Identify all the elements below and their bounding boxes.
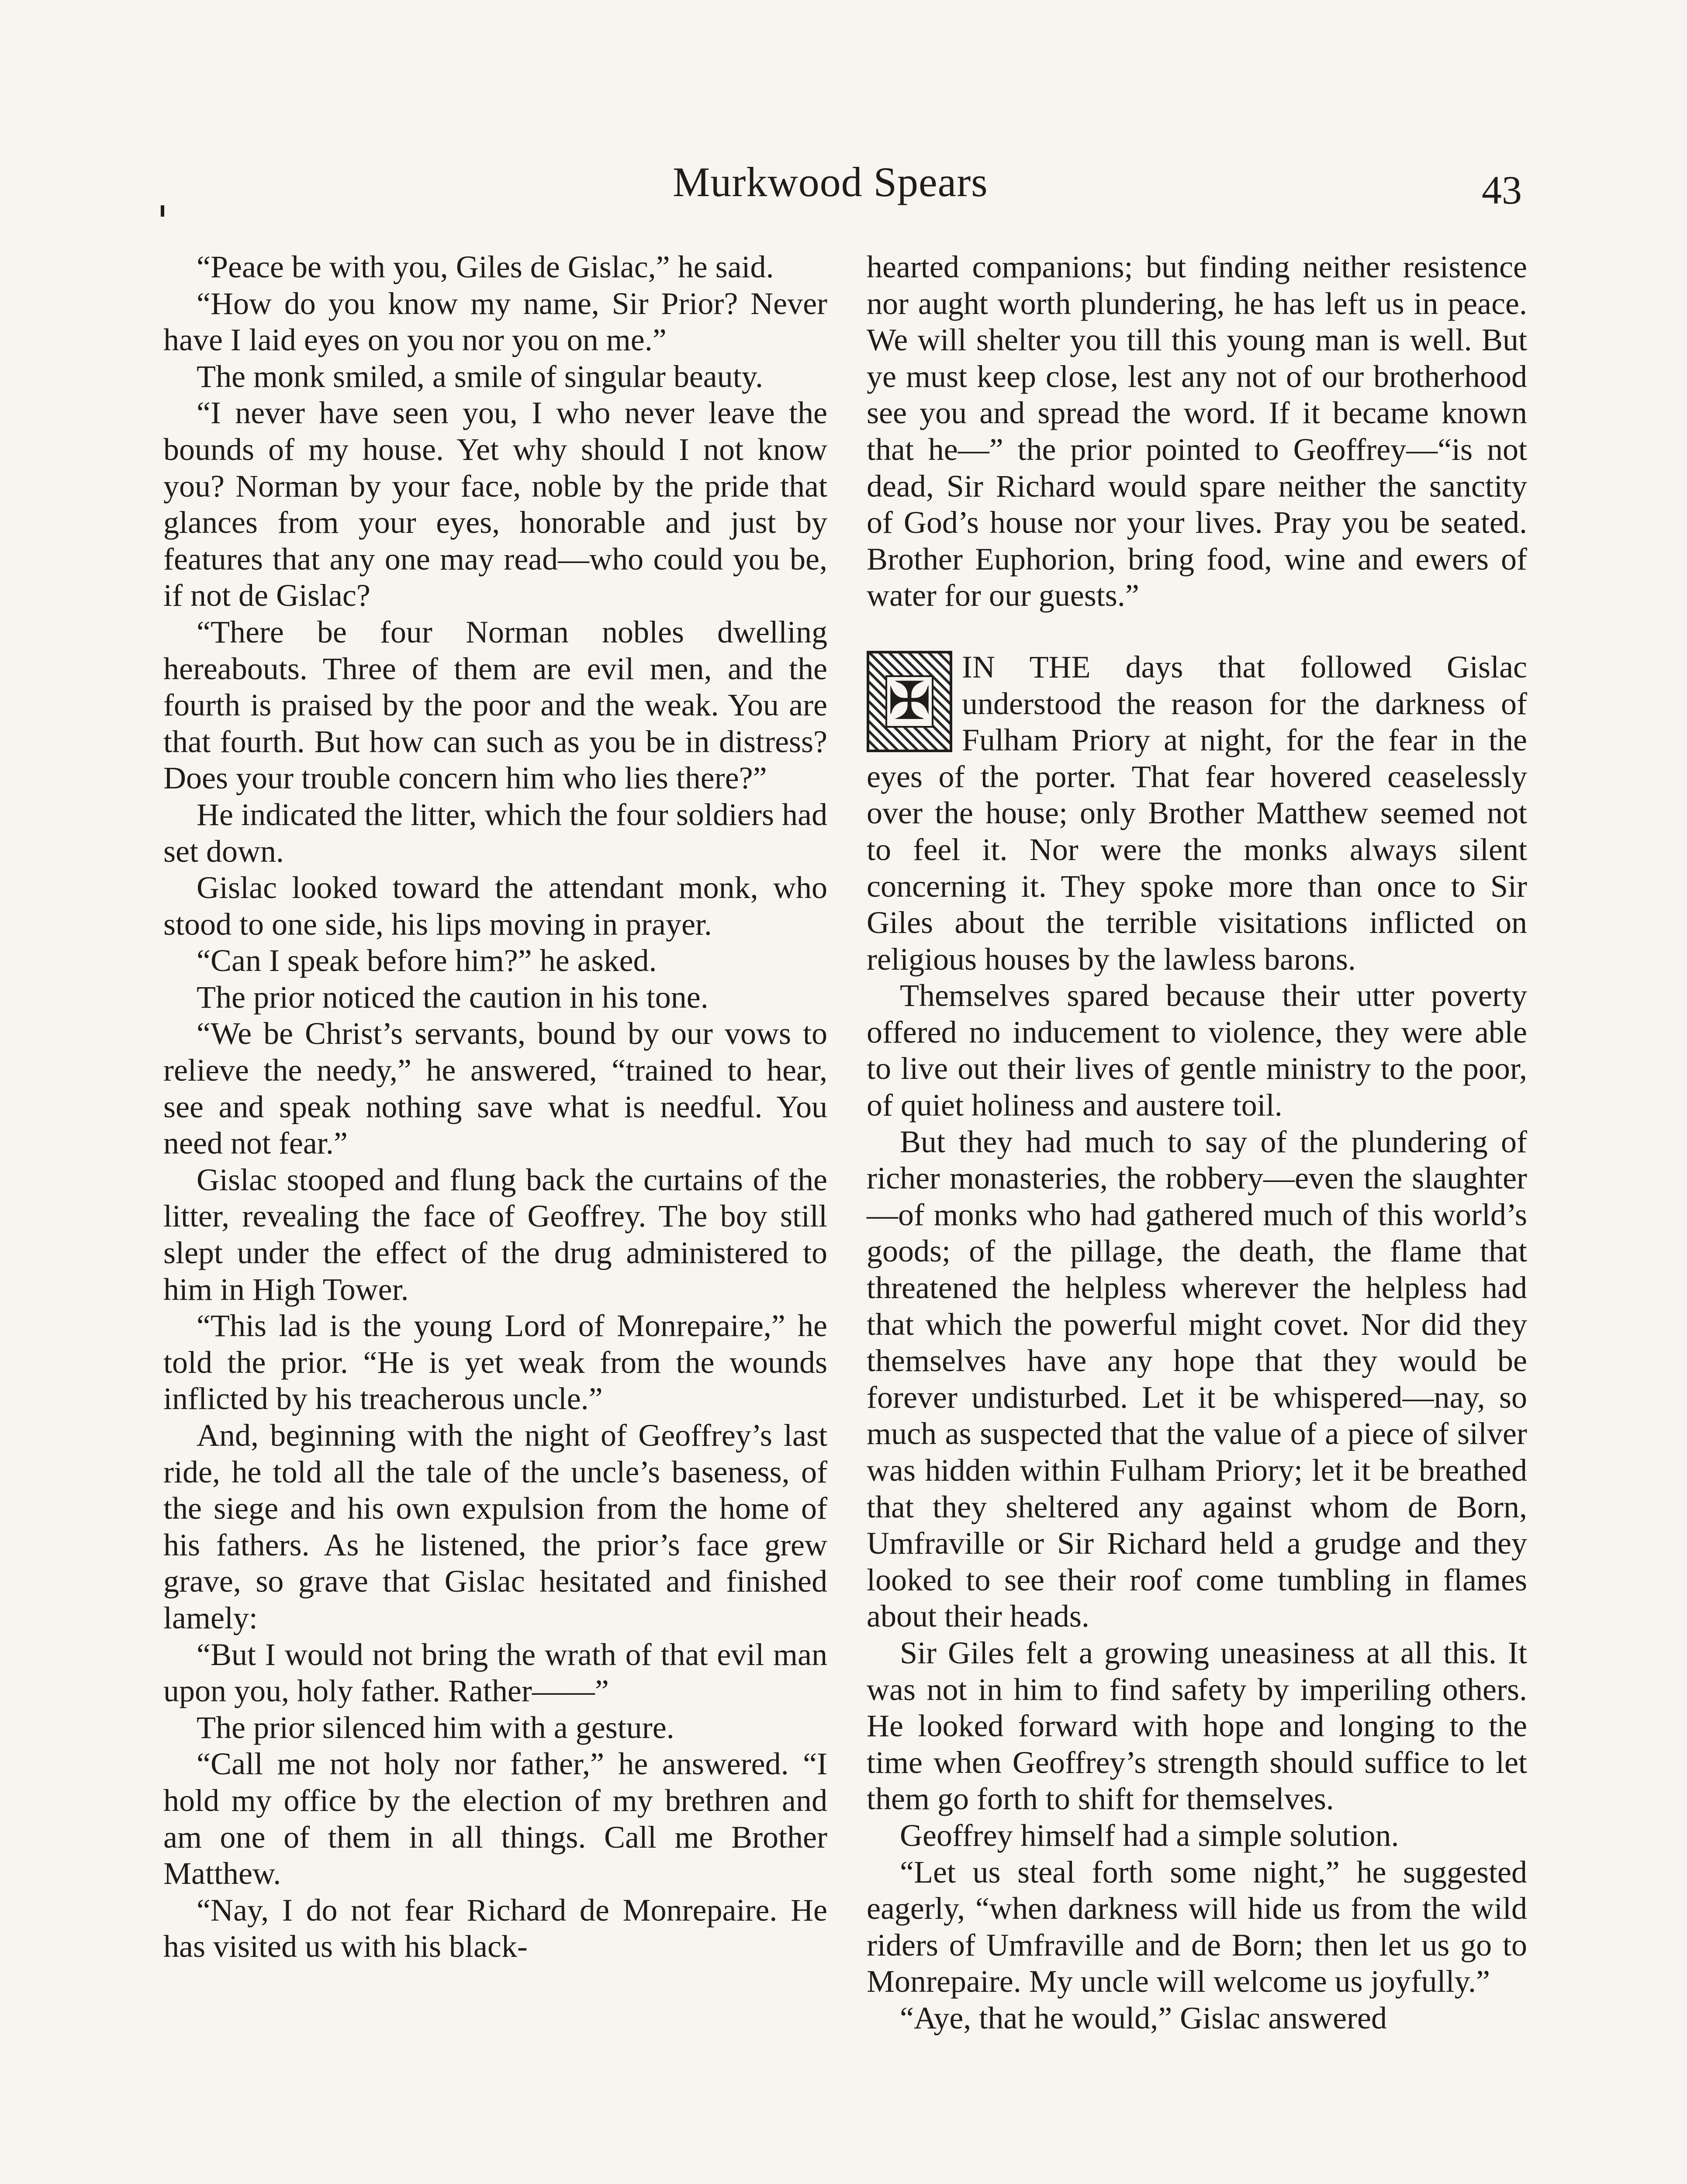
paragraph: “I never have seen you, I who never leave the bounds of my house. Yet why should I not know you? Norman by your face, noble by the pride that glances from your eyes, honorable and just by features that any one may read—who could you be, if not de Gislac? <box>163 395 827 613</box>
paragraph: The monk smiled, a smile of singular beauty. <box>197 359 764 394</box>
paragraph: “Nay, I do not fear Richard de Monrepaire. He has visited us with his black- <box>163 1892 827 1964</box>
paragraph: Gislac stooped and flung back the curtains of the litter, revealing the face of Geoffrey. The boy still slept under the effect of the drug administered to him in High Tower. <box>163 1162 827 1307</box>
paragraph: Geoffrey himself had a simple solution. <box>900 1818 1399 1853</box>
page-number: 43 <box>1482 168 1522 212</box>
paragraph: Gislac looked toward the attendant monk, who stood to one side, his lips moving in prayer. <box>163 870 827 942</box>
left-column <box>163 249 827 1965</box>
paragraph: “But I would not bring the wrath of that evil man upon you, holy father. Rather——” <box>163 1637 827 1709</box>
section-opening-text: IN THE days that followed Gislac understood the reason for the darkness of Fulham Priory at night, for the fear in the eyes of the porter. That fear hovered ceaselessly over the house; only Brother Matthew seemed not to feel it. Nor were the monks always silent concerning it. They spoke more than once to Sir Giles about the terrible visitations inflicted on religious houses by the lawless barons. <box>867 649 1527 977</box>
paragraph: The prior silenced him with a gesture. <box>197 1710 674 1745</box>
paragraph: Themselves spared because their utter poverty offered no inducement to violence, they were able to live out their lives of gentle ministry to the poor, of quiet holiness and austere toil. <box>867 978 1527 1123</box>
paragraph: “Peace be with you, Giles de Gislac,” he said. <box>197 249 774 284</box>
paragraph: The prior noticed the caution in his tone. <box>197 979 709 1015</box>
paragraph: “This lad is the young Lord of Monrepaire,” he told the prior. “He is yet weak from the wounds inflicted by his treacherous uncle.” <box>163 1308 827 1417</box>
right-column <box>867 249 1527 2037</box>
paragraph: “There be four Norman nobles dwelling hereabouts. Three of them are evil men, and the fourth is praised by the poor and the weak. You are that fourth. But how can such as you be in distress? Does your trouble concern him who lies there?” <box>163 614 827 796</box>
running-title: Murkwood Spears <box>673 159 988 205</box>
paragraph: And, beginning with the night of Geoffrey’s last ride, he told all the tale of the uncle’s baseness, of the siege and his own expulsion from the home of his fathers. As he listened, the prior’s face grew grave, so grave that Gislac hesitated and finished lamely: <box>163 1418 827 1635</box>
section-opening <box>867 649 1527 978</box>
paragraph: “Let us steal forth some night,” he suggested eagerly, “when darkness will hide us from the wild riders of Umfraville and de Born; then let us go to Monrepaire. My uncle will welcome us joyfully.” <box>867 1854 1527 1999</box>
paragraph: He indicated the litter, which the four soldiers had set down. <box>163 797 827 869</box>
continued-paragraph: hearted companions; but finding neither resistence nor aught worth plundering, he has left us in peace. We will shelter you till this young man is well. But ye must keep close, lest any not of our brotherhood see you and spread the word. If it became known that he—” the prior pointed to Geoffrey—“is not dead, Sir Richard would spare neither the sanctity of God’s house nor your lives. Pray you be seated. Brother Euphorion, bring food, wine and ewers of water for our guests.” <box>867 249 1527 613</box>
paragraph: “Call me not holy nor father,” he answered. “I hold my office by the election of my brethren and am one of them in all things. Call me Brother Matthew. <box>163 1746 827 1891</box>
running-head <box>0 154 1687 211</box>
printer-mark <box>161 205 164 217</box>
paragraph: “We be Christ’s servants, bound by our vows to relieve the needy,” he answered, “trained to hear, see and speak nothing save what is needful. You need not fear.” <box>163 1016 827 1161</box>
paragraph: “Can I speak before him?” he asked. <box>197 943 657 978</box>
paragraph: Sir Giles felt a growing uneasiness at all this. It was not in him to find safety by imperiling others. He looked forward with hope and longing to the time when Geoffrey’s strength should suffice to let them go forth to shift for themselves. <box>867 1635 1527 1817</box>
paragraph: “How do you know my name, Sir Prior? Never have I laid eyes on you nor you on me.” <box>163 286 827 358</box>
cross-ornament-icon <box>867 651 952 752</box>
paragraph: But they had much to say of the plundering of richer monasteries, the robbery—even the slaughter—of monks who had gathered much of this world’s goods; of the pillage, the death, the flame that threatened the helpless wherever the helpless had that which the powerful might covet. Nor did they themselves have any hope that they would be forever undisturbed. Let it be whispered—nay, so much as suspected that the value of a piece of silver was hidden within Fulham Priory; let it be breathed that they sheltered any against whom de Born, Umfraville or Sir Richard held a grudge and they looked to see their roof come tumbling in flames about their heads. <box>867 1124 1527 1634</box>
paragraph: “Aye, that he would,” Gislac answered <box>900 2000 1387 2035</box>
ornament-glyph: ✠ <box>885 675 933 728</box>
